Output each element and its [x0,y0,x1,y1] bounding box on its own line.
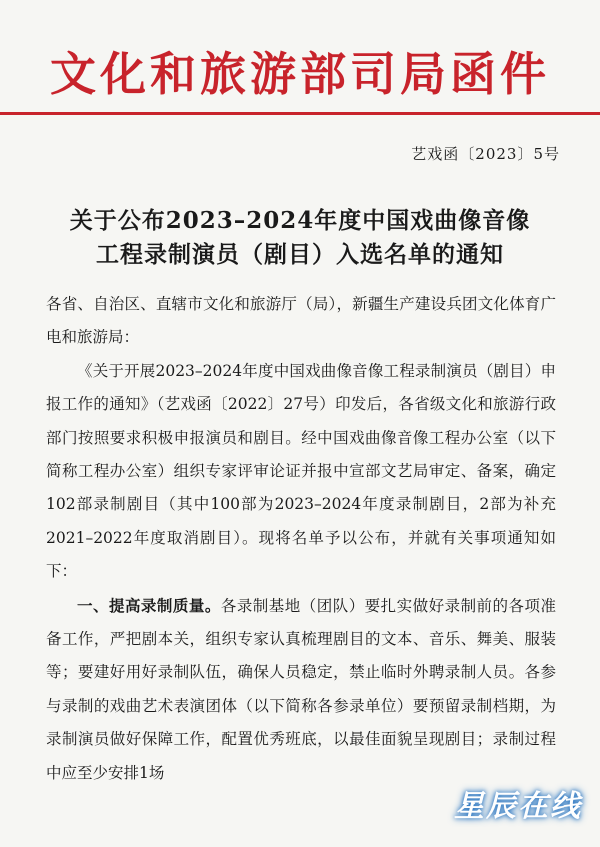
paragraph-intro: 《关于开展2023–2024年度中国戏曲像音像工程录制演员（剧目）申报工作的通知》（艺戏函〔2022〕27号）印发后，各省级文化和旅游行政部门按照要求积极申报演员和剧目。经中国戏曲像音像工程办公室（以下简称工程办公室）组织专家评审论证并报中宣部文艺局审定、备案，确定102部录制剧目（其中100部为2023–2024年度录制剧目，2部为补充2021–2022年度取消剧目）。现将名单予以公布，并就有关事项通知如下： [46,361,556,581]
document-number: 艺戏函〔2023〕5号 [411,145,560,163]
letterhead: 文化和旅游部司局函件 [50,47,550,101]
document-body [46,288,556,790]
section-1-heading: 一、提高录制质量。 [77,595,221,615]
title-line-1: 关于公布2023–2024年度中国戏曲像音像 [69,207,531,234]
red-divider-rule [0,112,600,115]
section-1 [46,589,556,790]
watermark-logo: 星辰在线 [454,789,582,824]
section-1-text: 各录制基地（团队）要扎实做好录制前的各项准备工作，严把剧本关，组织专家认真梳理剧目的文本、音乐、舞美、服装等；要建好用好录制队伍，确保人员稳定，禁止临时外聘录制人员。各参与录制的戏曲艺术表演团体（以下简称各参录单位）要预留录制档期，为录制演员做好保障工作，配置优秀班底，以最佳面貌呈现剧目；录制过程中应至少安排1场 [46,596,556,782]
salutation: 各省、自治区、直辖市文化和旅游厅（局），新疆生产建设兵团文化体育广电和旅游局： [46,295,556,347]
title-line-2: 工程录制演员（剧目）入选名单的通知 [96,241,504,268]
